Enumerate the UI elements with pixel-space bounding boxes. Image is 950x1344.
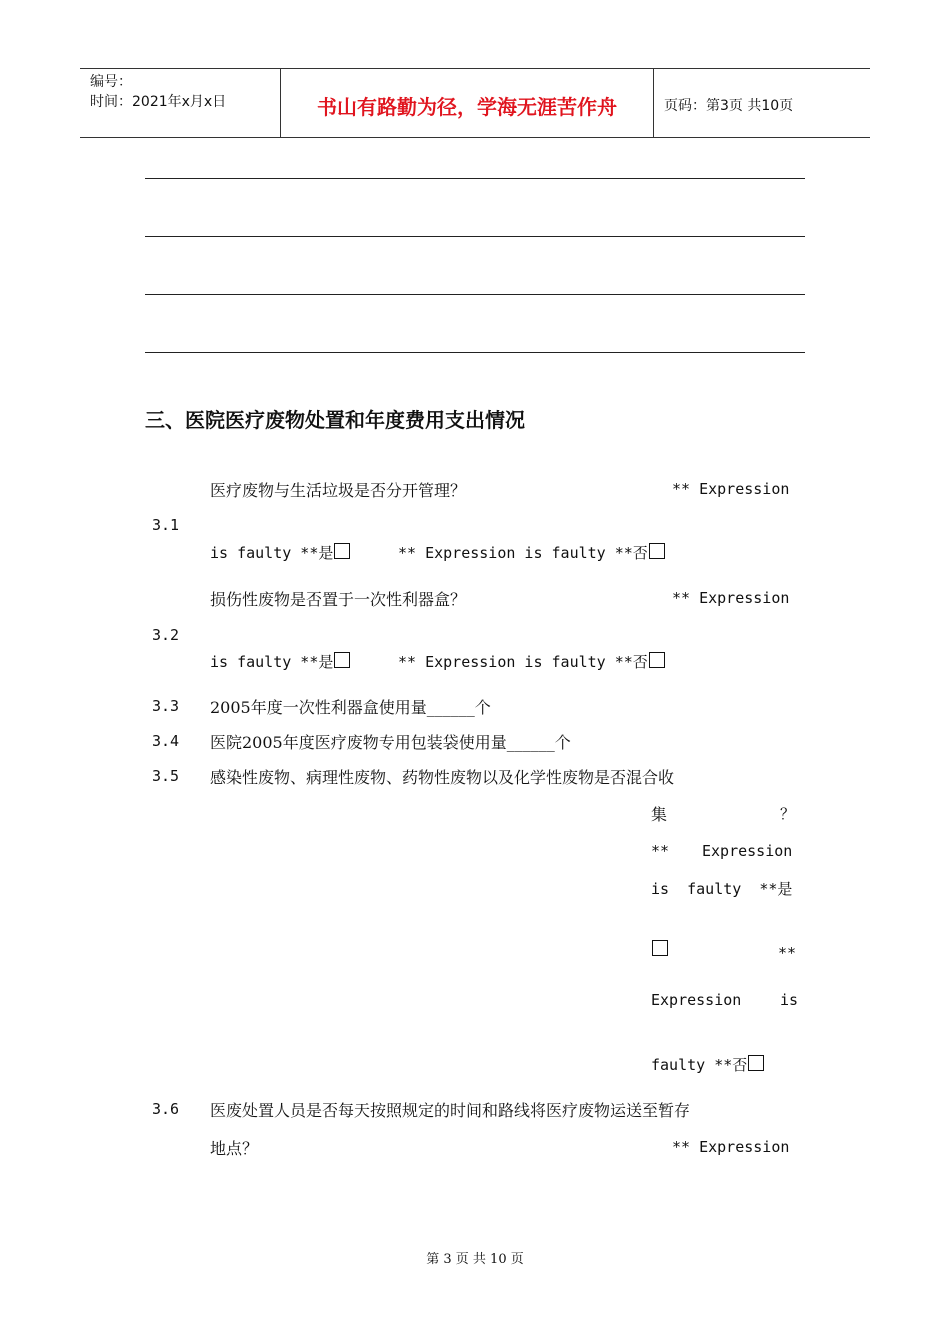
item-text: 医院2005年度医疗废物专用包装袋使用量______个 — [210, 733, 571, 752]
yes-checkbox-row — [651, 940, 668, 959]
page-footer: 第 3 页 共 10 页 — [426, 1252, 524, 1267]
item-text: 医废处置人员是否每天按照规定的时间和路线将医疗废物运送至暂存 — [210, 1101, 691, 1120]
no-checkbox[interactable] — [748, 1055, 764, 1071]
answer-line — [398, 651, 665, 672]
header-motto-cell — [281, 69, 654, 137]
question-text: 损伤性废物是否置于一次性利器盒？ — [210, 590, 467, 609]
column-text: Expression — [702, 842, 793, 860]
item-text: 感染性废物、病理性废物、药物性废物以及化学性废物是否混合收 — [210, 768, 675, 787]
expression-text: ** Expression — [672, 589, 790, 607]
answer-yes-text: is faulty **是 — [210, 653, 334, 671]
answer-no-text: faulty **否 — [651, 1056, 748, 1074]
section-title: 三、医院医疗废物处置和年度费用支出情况 — [145, 408, 525, 432]
page-number-label: 页码：第3页 共10页 — [664, 98, 794, 114]
answer-yes-text: is faulty **是 — [210, 544, 334, 562]
blank-line — [145, 352, 805, 353]
answer-line — [210, 542, 350, 563]
expression-text: ** Expression — [672, 1138, 790, 1156]
item-number: 3.6 — [152, 1100, 180, 1118]
yes-checkbox[interactable] — [334, 543, 350, 559]
no-checkbox[interactable] — [649, 543, 665, 559]
item-number: 3.3 — [152, 697, 180, 715]
column-text: is faulty **是 — [651, 880, 793, 898]
yes-checkbox[interactable] — [652, 940, 668, 956]
header-meta — [80, 69, 281, 137]
item-number: 3.1 — [152, 516, 180, 534]
doc-time-label: 时间：2021年x月x日 — [90, 94, 227, 110]
blank-line — [145, 294, 805, 295]
no-checkbox[interactable] — [649, 652, 665, 668]
blank-line — [145, 178, 805, 179]
answer-line — [651, 1054, 764, 1075]
expression-text: ** Expression — [672, 480, 790, 498]
answer-line — [210, 651, 350, 672]
column-text: ** — [651, 842, 670, 860]
item-number: 3.4 — [152, 732, 180, 750]
motto-text: 书山有路勤为径，学海无涯苦作舟 — [317, 95, 617, 119]
question-text: 医疗废物与生活垃圾是否分开管理？ — [210, 481, 467, 500]
yes-checkbox[interactable] — [334, 652, 350, 668]
answer-line — [398, 542, 665, 563]
column-text: 集 — [651, 805, 668, 824]
header-page-cell — [654, 69, 870, 137]
item-number: 3.5 — [152, 767, 180, 785]
answer-no-text: ** Expression is faulty **否 — [398, 653, 648, 671]
blank-line — [145, 236, 805, 237]
column-text: ** — [778, 944, 797, 962]
doc-number-label: 编号： — [90, 74, 132, 90]
column-text: is — [780, 991, 799, 1009]
page-header — [80, 68, 870, 138]
column-text: Expression — [651, 991, 742, 1009]
answer-no-text: ** Expression is faulty **否 — [398, 544, 648, 562]
column-text: ？ — [780, 805, 796, 823]
item-text: 2005年度一次性利器盒使用量______个 — [210, 698, 491, 717]
item-text-continued: 地点？ — [210, 1139, 259, 1158]
item-number: 3.2 — [152, 626, 180, 644]
